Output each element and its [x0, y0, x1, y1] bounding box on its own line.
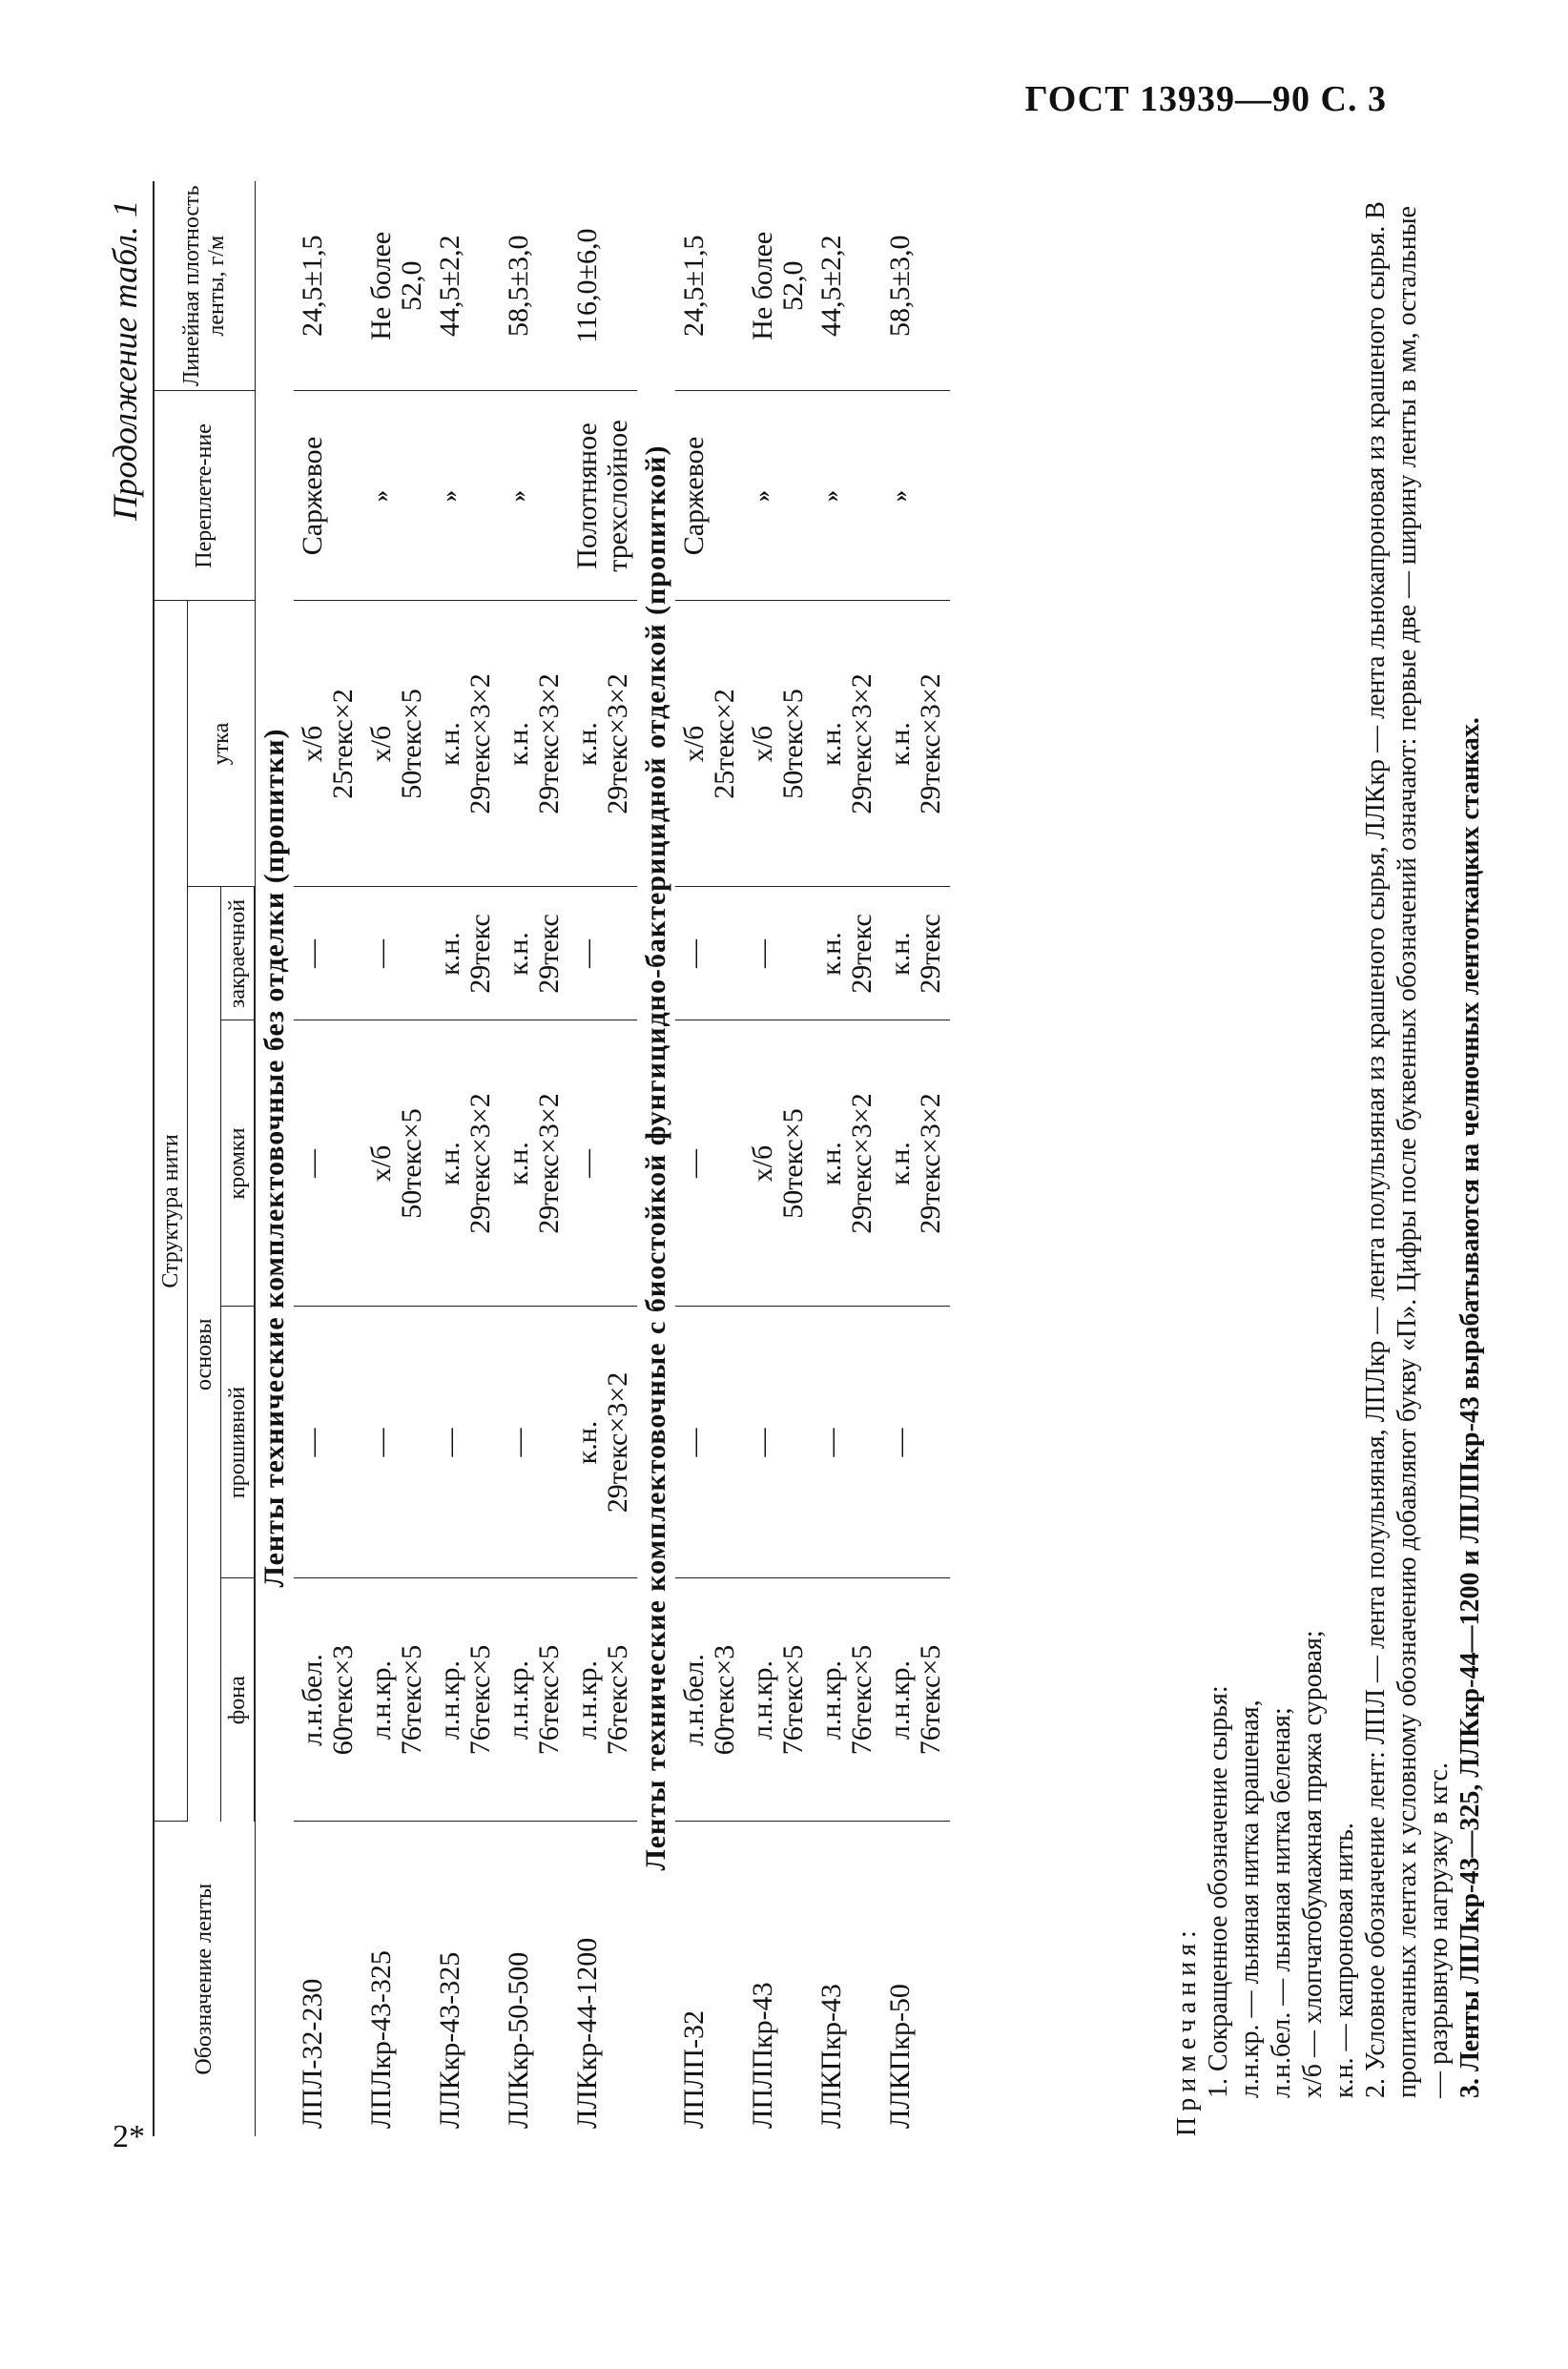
section-title: Ленты технические комплектовочные без отделки (пропитки): [258, 728, 290, 1588]
weave-cell: [431, 391, 500, 601]
table-row: [744, 181, 813, 2136]
weave-cell: [675, 391, 744, 601]
stitching-cell-line: —: [884, 1428, 916, 1457]
stitching-cell-line: —: [365, 1428, 397, 1457]
edge-tie-cell-line: 29текс: [915, 914, 946, 994]
weave-cell: [294, 391, 362, 601]
density-cell: [500, 181, 568, 391]
header-warp: основы: [188, 887, 221, 1822]
edge-tie-cell: [744, 887, 813, 1020]
stitching-cell: [362, 1307, 431, 1578]
edge-tie-cell-line: 29текс: [533, 914, 565, 994]
ground-cell: [431, 1578, 500, 1822]
header-ground: фона: [221, 1578, 256, 1822]
density-cell-line: 52,0: [777, 260, 809, 311]
ground-cell: [568, 1578, 637, 1822]
edge-cell-line: х/б: [747, 1144, 778, 1183]
ground-cell-line: л.н.бел.: [297, 1654, 328, 1746]
density-cell: [813, 181, 881, 391]
edge-cell-line: 50текс×5: [396, 1108, 427, 1219]
density-cell: [744, 181, 813, 391]
ground-cell-line: 60текс×3: [709, 1644, 740, 1756]
tape-structure-table: [153, 181, 950, 2136]
stitching-cell: [813, 1307, 881, 1578]
weft-cell-line: к.н.: [503, 722, 534, 766]
weft-cell-line: 25текс×2: [709, 689, 740, 799]
table-row: [362, 181, 431, 2136]
density-cell-line: 58,5±3,0: [503, 235, 534, 337]
table-row: [813, 181, 881, 2136]
note-abbr-2: л.н.бел. — льняная нитка беленая;: [1267, 1707, 1296, 2098]
stitching-cell: [744, 1307, 813, 1578]
ground-cell: [881, 1578, 950, 1822]
header-weft: утка: [188, 601, 256, 887]
density-cell: [362, 181, 431, 391]
weft-cell: [294, 601, 362, 887]
ground-cell-line: л.н.бел.: [678, 1654, 710, 1746]
weave-cell-line: »: [506, 489, 531, 502]
edge-cell-line: 29текс×3×2: [464, 1093, 496, 1234]
designation-cell: ЛПЛПкр-43: [747, 1982, 778, 2129]
edge-tie-cell: [813, 887, 881, 1020]
edge-cell: [294, 1020, 362, 1307]
header-weave: Переплете-ние: [154, 391, 255, 601]
edge-tie-cell-line: 29текс: [464, 914, 496, 994]
ground-cell-line: 60текс×3: [327, 1644, 359, 1756]
edge-tie-cell-line: к.н.: [815, 932, 847, 976]
density-cell-line: 116,0±6,0: [571, 228, 603, 343]
weave-cell: [362, 391, 431, 601]
stitching-cell: [500, 1307, 568, 1578]
ground-cell: [294, 1578, 362, 1822]
table-row: [881, 181, 950, 2136]
density-cell: [675, 181, 744, 391]
edge-tie-cell: [675, 887, 744, 1020]
weave-cell-line: Саржевое: [297, 436, 328, 556]
weft-cell-line: 50текс×5: [777, 689, 809, 799]
ground-cell: [813, 1578, 881, 1822]
page-signature-mark: 2*: [113, 2119, 145, 2154]
edge-cell-line: —: [571, 1149, 603, 1178]
ground-cell-line: 76текс×5: [602, 1644, 633, 1756]
ground-cell-line: л.н.кр.: [884, 1659, 916, 1741]
weave-cell: [500, 391, 568, 601]
note-3: 3. Ленты ЛПЛкр-43—325, ЛЛКкр-44—1200 и ЛПЛПкр-43 вырабатываются на челночных лентоткацких станках.: [1455, 717, 1485, 2098]
stitching-cell-line: к.н.: [571, 1420, 603, 1465]
edge-cell: [675, 1020, 744, 1307]
weft-cell-line: 29текс×3×2: [602, 673, 633, 814]
section-title-row: [255, 181, 294, 2136]
header-structure: Структура нити: [154, 601, 188, 1822]
weave-cell-line: »: [819, 489, 844, 502]
note-abbr-1: л.н.кр. — льняная нитка крашеная,: [1235, 1700, 1265, 2098]
weft-cell-line: х/б: [678, 725, 710, 763]
notes-heading: Примечания:: [1172, 1925, 1202, 2136]
edge-cell: [568, 1020, 637, 1307]
edge-cell-line: —: [678, 1149, 710, 1178]
weave-cell-line: »: [369, 489, 394, 502]
table-body: [255, 181, 950, 2136]
note-abbr-4: к.н. — капроновая нить.: [1330, 1823, 1359, 2098]
stitching-cell: [431, 1307, 500, 1578]
edge-tie-cell: [362, 887, 431, 1020]
edge-tie-cell-line: к.н.: [434, 932, 465, 976]
density-cell-line: 44,5±2,2: [434, 235, 465, 337]
edge-cell-line: к.н.: [434, 1142, 465, 1185]
table-row: [568, 181, 637, 2136]
weft-cell-line: х/б: [365, 725, 397, 763]
ground-cell-line: 76текс×5: [777, 1644, 809, 1756]
edge-cell-line: —: [297, 1149, 328, 1178]
designation-cell: ЛЛКПкр-43: [815, 1984, 847, 2129]
header-edge: кромки: [221, 1020, 256, 1307]
edge-cell-line: 29текс×3×2: [533, 1093, 565, 1234]
table-row: [675, 181, 744, 2136]
edge-tie-cell-line: —: [747, 939, 778, 968]
weave-cell: [881, 391, 950, 601]
weft-cell: [813, 601, 881, 887]
section-title: Ленты технические комплектовочные с биостойкой фунгицидно-бактерицидной отделкой (пропиткой): [640, 444, 671, 1871]
stitching-cell-line: —: [434, 1428, 465, 1457]
ground-cell-line: л.н.кр.: [815, 1659, 847, 1741]
ground-cell: [675, 1578, 744, 1822]
weave-cell-line: »: [751, 489, 775, 502]
weft-cell: [675, 601, 744, 887]
weft-cell-line: х/б: [747, 725, 778, 763]
weft-cell: [568, 601, 637, 887]
ground-cell: [362, 1578, 431, 1822]
ground-cell-line: 76текс×5: [396, 1644, 427, 1756]
ground-cell-line: 76текс×5: [846, 1644, 877, 1756]
edge-tie-cell-line: —: [678, 939, 710, 968]
header-density: Линейная плотность ленты, г/м: [154, 181, 255, 391]
stitching-cell-line: —: [815, 1428, 847, 1457]
density-cell-line: 44,5±2,2: [815, 235, 847, 337]
edge-cell-line: 29текс×3×2: [915, 1093, 946, 1234]
weft-cell: [362, 601, 431, 887]
edge-cell: [500, 1020, 568, 1307]
edge-cell-line: х/б: [365, 1144, 397, 1183]
designation-cell: ЛПЛкр-43-325: [365, 1950, 397, 2129]
edge-tie-cell: [568, 887, 637, 1020]
table-row: [500, 181, 568, 2136]
edge-cell: [813, 1020, 881, 1307]
density-cell-line: Не более: [365, 231, 397, 340]
ground-cell-line: 76текс×5: [533, 1644, 565, 1756]
ground-cell-line: л.н.кр.: [747, 1659, 778, 1741]
ground-cell-line: л.н.кр.: [434, 1659, 465, 1741]
stitching-cell-line: —: [678, 1428, 710, 1457]
weft-cell-line: 50текс×5: [396, 689, 427, 799]
edge-tie-cell: [431, 887, 500, 1020]
weave-cell: [813, 391, 881, 601]
edge-cell-line: к.н.: [503, 1142, 534, 1185]
section-title-row: [637, 181, 675, 2136]
weft-cell: [500, 601, 568, 887]
edge-cell: [362, 1020, 431, 1307]
weft-cell-line: 25текс×2: [327, 689, 359, 799]
density-cell: [881, 181, 950, 391]
weave-cell-line: »: [888, 489, 913, 502]
weft-cell-line: к.н.: [571, 722, 603, 766]
weave-cell-line: трехслойное: [602, 420, 633, 572]
edge-cell-line: 50текс×5: [777, 1108, 809, 1219]
edge-cell: [431, 1020, 500, 1307]
density-cell-line: 52,0: [396, 260, 427, 311]
weft-cell-line: к.н.: [434, 722, 465, 766]
stitching-cell: [294, 1307, 362, 1578]
edge-tie-cell: [881, 887, 950, 1020]
density-cell-line: 24,5±1,5: [678, 235, 710, 337]
weft-cell: [431, 601, 500, 887]
edge-cell-line: 29текс×3×2: [846, 1093, 877, 1234]
edge-tie-cell: [294, 887, 362, 1020]
density-cell-line: 24,5±1,5: [297, 235, 328, 337]
notes-block: [1171, 191, 1486, 2136]
weft-cell-line: 29текс×3×2: [846, 673, 877, 814]
edge-tie-cell-line: —: [571, 939, 603, 968]
edge-tie-cell-line: —: [365, 939, 397, 968]
stitching-cell-line: —: [747, 1428, 778, 1457]
stitching-cell: [881, 1307, 950, 1578]
edge-cell-line: к.н.: [815, 1142, 847, 1185]
table-row: [431, 181, 500, 2136]
designation-cell: ЛЛКкр-44-1200: [571, 1937, 603, 2129]
designation-cell: ЛЛКкр-50-500: [503, 1951, 534, 2129]
weave-cell-line: Саржевое: [678, 436, 710, 556]
ground-cell-line: л.н.кр.: [503, 1659, 534, 1741]
header-stitching: прошивной: [221, 1307, 256, 1578]
density-cell-line: Не более: [747, 231, 778, 340]
density-cell: [294, 181, 362, 391]
ground-cell-line: 76текс×5: [915, 1644, 946, 1756]
stitching-cell-line: 29текс×3×2: [602, 1371, 633, 1514]
weft-cell: [881, 601, 950, 887]
density-cell: [568, 181, 637, 391]
stitching-cell: [675, 1307, 744, 1578]
edge-cell: [744, 1020, 813, 1307]
weave-cell: [744, 391, 813, 601]
weft-cell-line: 29текс×3×2: [915, 673, 946, 814]
edge-tie-cell-line: —: [297, 939, 328, 968]
note-2: 2. Условное обозначение лент: ЛПЛ — лента полульняная, ЛПЛкр — лента полульняная из крашеного сырья, ЛЛКкр — лента льнокапроновая из крашеного сырья. В пропитанных лентах к условному обозначению добавляют букву «П». Цифры после буквенных обозначений означают: первые две — ширину ленты в мм, остальные — разрывную нагрузку в кгс.: [1361, 201, 1454, 2098]
designation-cell: ЛПЛ-32-230: [297, 1978, 328, 2129]
weft-cell-line: х/б: [297, 725, 328, 763]
page-header: ГОСТ 13939—90 С. 3: [1024, 79, 1387, 119]
edge-tie-cell-line: к.н.: [884, 932, 916, 976]
edge-tie-cell-line: 29текс: [846, 914, 877, 994]
designation-cell: ЛЛКкр-43-325: [434, 1951, 465, 2129]
weft-cell-line: к.н.: [815, 722, 847, 766]
weave-cell-line: »: [438, 489, 463, 502]
note-abbr-3: х/б — хлопчатобумажная пряжа суровая;: [1298, 1630, 1328, 2098]
ground-cell-line: 76текс×5: [464, 1644, 496, 1756]
density-cell: [431, 181, 500, 391]
weft-cell-line: 29текс×3×2: [464, 673, 496, 814]
header-edge-tie: закраечной: [221, 887, 256, 1020]
stitching-cell: [568, 1307, 637, 1578]
ground-cell-line: л.н.кр.: [571, 1659, 603, 1741]
table-continuation-label: Продолжение табл. 1: [106, 200, 144, 521]
weft-cell-line: к.н.: [884, 722, 916, 766]
density-cell-line: 58,5±3,0: [884, 235, 916, 337]
edge-tie-cell: [500, 887, 568, 1020]
edge-cell: [881, 1020, 950, 1307]
edge-cell-line: к.н.: [884, 1142, 916, 1185]
stitching-cell-line: —: [297, 1428, 328, 1457]
note-1: 1. Сокращенное обозначение сырья:: [1204, 1685, 1233, 2098]
weave-cell-line: Полотняное: [571, 422, 603, 569]
rotated-page-content: [105, 181, 1485, 2136]
designation-cell: ЛЛКПкр-50: [884, 1984, 916, 2129]
ground-cell: [500, 1578, 568, 1822]
ground-cell-line: л.н.кр.: [365, 1659, 397, 1741]
stitching-cell-line: —: [503, 1428, 534, 1457]
weft-cell-line: 29текс×3×2: [533, 673, 565, 814]
weft-cell: [744, 601, 813, 887]
ground-cell: [744, 1578, 813, 1822]
weave-cell: [568, 391, 637, 601]
header-designation: Обозначение ленты: [154, 1822, 255, 2136]
edge-tie-cell-line: к.н.: [503, 932, 534, 976]
designation-cell: ЛПЛП-32: [678, 2009, 710, 2129]
table-row: [294, 181, 362, 2136]
